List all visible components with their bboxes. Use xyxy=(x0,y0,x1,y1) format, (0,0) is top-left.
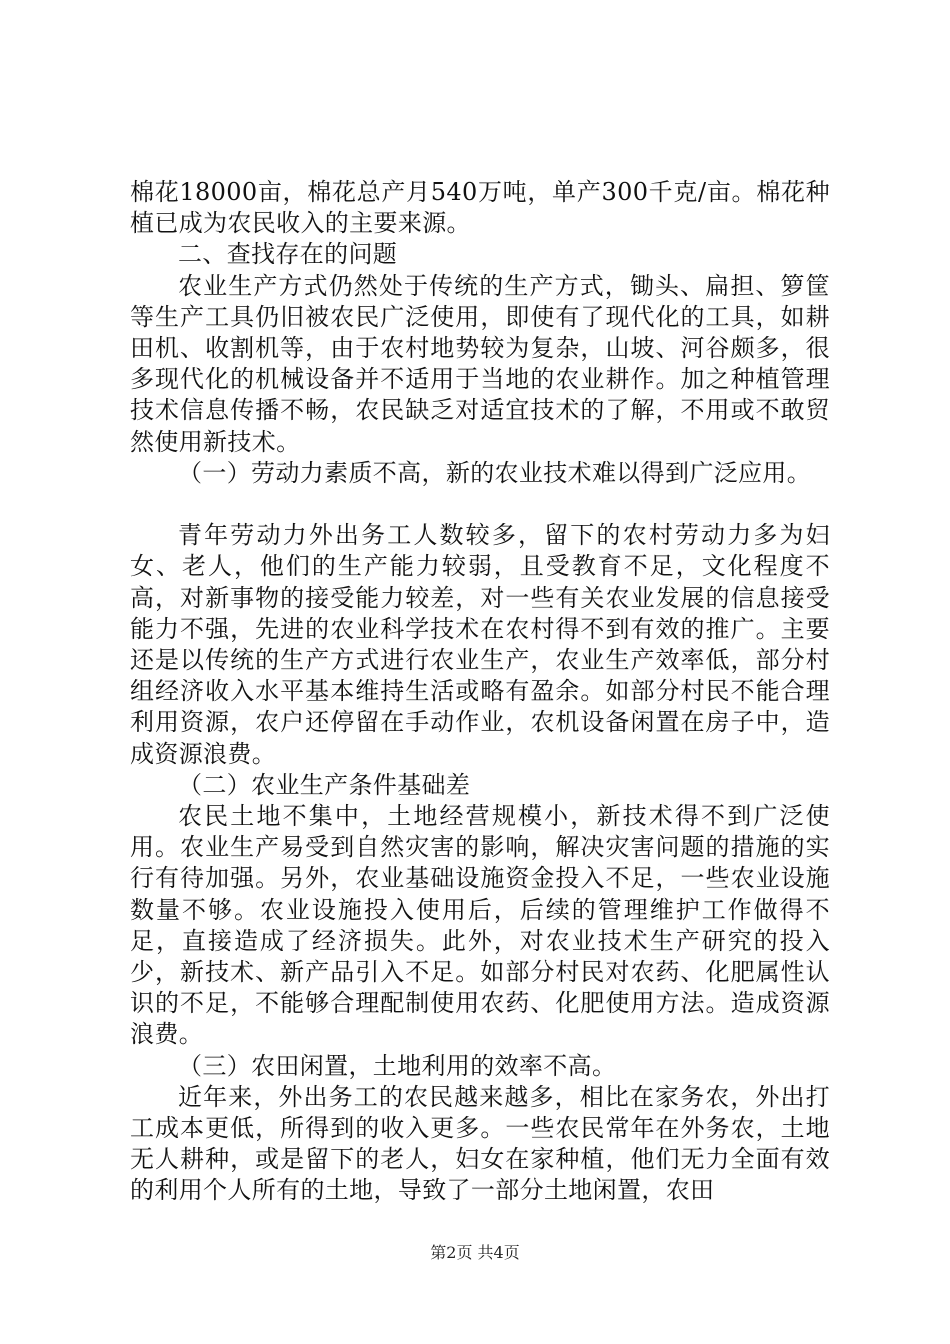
subheading-idle-farmland: （三）农田闲置，土地利用的效率不高。 xyxy=(178,1051,617,1080)
document-body xyxy=(130,177,830,1207)
paragraph-migrant-workers: 近年来，外出务工的农民越来越多，相比在家务农，外出打工成本更低，所得到的收入更多。一些农民常年在外务农，土地无人耕种，或是留下的老人，妇女在家种植，他们无力全面有效的利用个人所有的土地，导致了一部分土地闲置，农田 xyxy=(130,1082,830,1205)
page-number-footer: 第2页 共4页 xyxy=(430,1243,520,1262)
paragraph-young-labor: 青年劳动力外出务工人数较多，留下的农村劳动力多为妇女、老人，他们的生产能力较弱，且受教育不足，文化程度不高，对新事物的接受能力较差，对一些有关农业发展的信息接受能力不强，先进的农业科学技术在农村得不到有效的推广。主要还是以传统的生产方式进行农业生产，农业生产效率低，部分村组经济收入水平基本维持生活或略有盈余。如部分村民不能合理利用资源，农户还停留在手动作业，农机设备闲置在房子中，造成资源浪费。 xyxy=(130,521,830,768)
paragraph-land-scale: 农民土地不集中，土地经营规模小，新技术得不到广泛使用。农业生产易受到自然灾害的影响，解决灾害问题的措施的实行有待加强。另外，农业基础设施资金投入不足，一些农业设施数量不够。农业设施投入使用后，后续的管理维护工作做得不足，直接造成了经济损失。此外，对农业技术生产研究的投入少，新技术、新产品引入不足。如部分村民对农药、化肥属性认识的不足，不能够合理配制使用农药、化肥使用方法。造成资源浪费。 xyxy=(130,802,830,1049)
subheading-labor-quality: （一）劳动力素质不高，新的农业技术难以得到广泛应用。 xyxy=(178,458,812,487)
paragraph-traditional-production: 农业生产方式仍然处于传统的生产方式，锄头、扁担、箩筐等生产工具仍旧被农民广泛使用，即使有了现代化的工具，如耕田机、收割机等，由于农村地势较为复杂，山坡、河谷颇多，很多现代化的机械设备并不适用于当地的农业耕作。加之种植管理技术信息传播不畅，农民缺乏对适宜技术的了解，不用或不敢贸然使用新技术。 xyxy=(130,271,830,456)
paragraph-cotton-output: 棉花18000亩，棉花总产月540万吨，单产300千克/亩。棉花种植已成为农民收入的主要来源。 xyxy=(130,178,830,238)
subheading-production-conditions: （二）农业生产条件基础差 xyxy=(178,770,471,799)
section-heading-problems: 二、查找存在的问题 xyxy=(178,240,398,269)
